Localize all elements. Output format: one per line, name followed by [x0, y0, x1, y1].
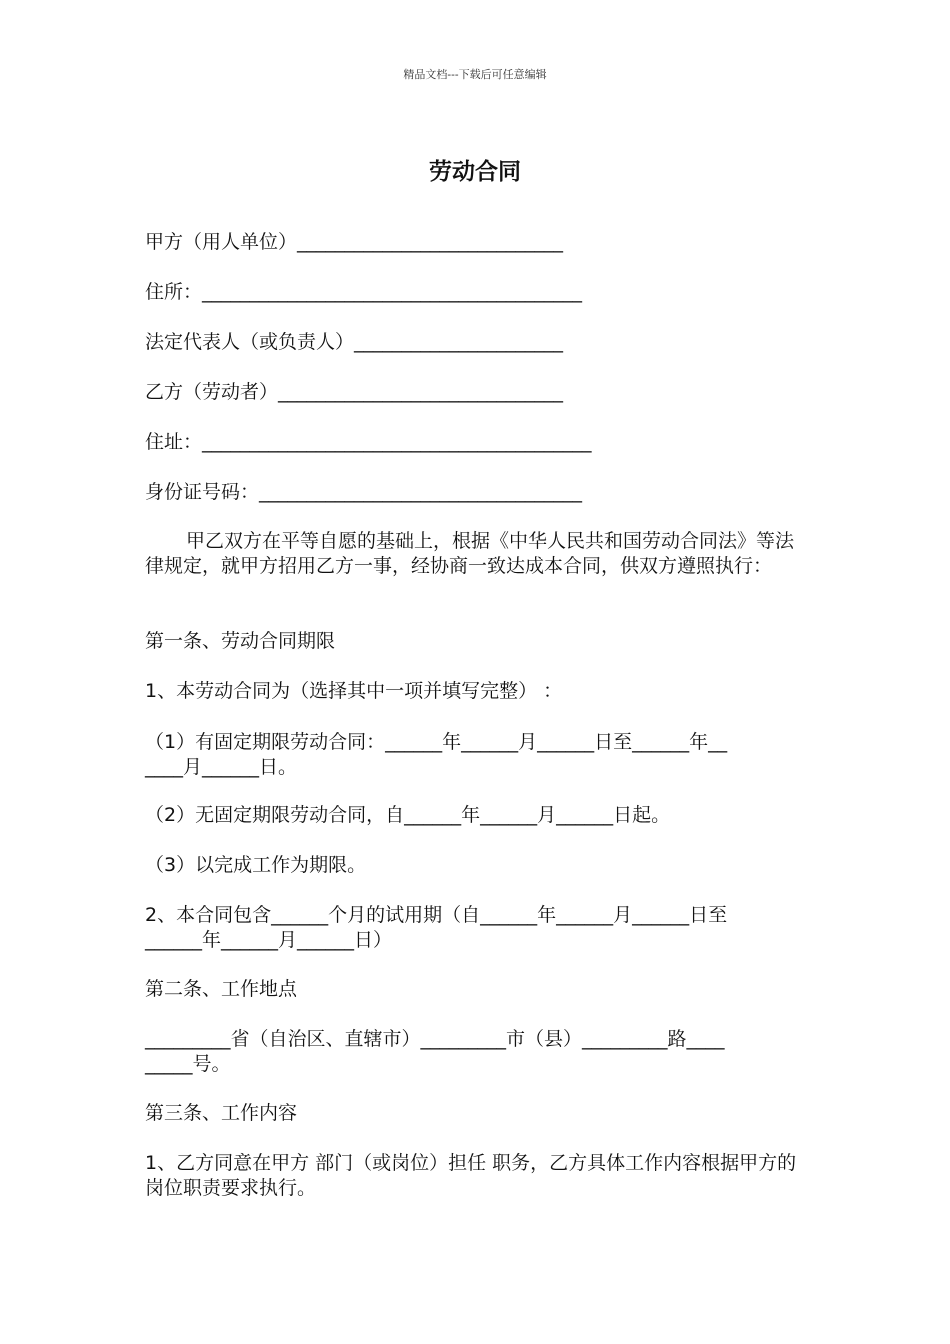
page-header-note: 精品文档---下载后可任意编辑: [403, 68, 547, 81]
article-1-heading: 第一条、劳动合同期限: [145, 630, 336, 652]
party-b-address-field: 住址：_________________________________________: [145, 431, 592, 453]
article-1-option-3: （3）以完成工作为期限。: [145, 854, 367, 876]
party-a-field: 甲方（用人单位）____________________________: [145, 231, 564, 253]
article-1-item-2-line-2: ______年______月______日）: [145, 929, 393, 951]
document-title: 劳动合同: [429, 159, 521, 185]
article-3-heading: 第三条、工作内容: [145, 1102, 298, 1124]
article-2-address-line-1: _________省（自治区、直辖市）_________市（县）_________路____: [145, 1028, 725, 1050]
intro-paragraph: 甲乙双方在平等自愿的基础上，根据《中华人民共和国劳动合同法》等法律规定，就甲方招用乙方一事，经协商一致达成本合同，供双方遵照执行：: [145, 530, 795, 577]
article-3-item-1: 1、乙方同意在甲方 部门（或岗位）担任 职务，乙方具体工作内容根据甲方的岗位职责要求执行。: [145, 1152, 797, 1199]
article-2-heading: 第二条、工作地点: [145, 978, 298, 1000]
party-b-field: 乙方（劳动者）______________________________: [145, 381, 564, 403]
article-1-option-1-line-1: （1）有固定期限劳动合同：______年______月______日至______年__: [145, 731, 728, 753]
article-1-option-1-line-2: ____月______日。: [145, 756, 298, 778]
id-number-field: 身份证号码：__________________________________: [145, 481, 583, 503]
article-1-item-2-line-1: 2、本合同包含______个月的试用期（自______年______月______日至: [145, 904, 728, 926]
legal-representative-field: 法定代表人（或负责人）______________________: [145, 331, 564, 353]
article-2-address-line-2: _____号。: [145, 1053, 231, 1075]
article-1-option-2: （2）无固定期限劳动合同，自______年______月______日起。: [145, 804, 671, 826]
article-1-item-1: 1、本劳动合同为（选择其中一项并填写完整） ：: [145, 680, 563, 702]
party-a-address-field: 住所：________________________________________: [145, 281, 583, 303]
